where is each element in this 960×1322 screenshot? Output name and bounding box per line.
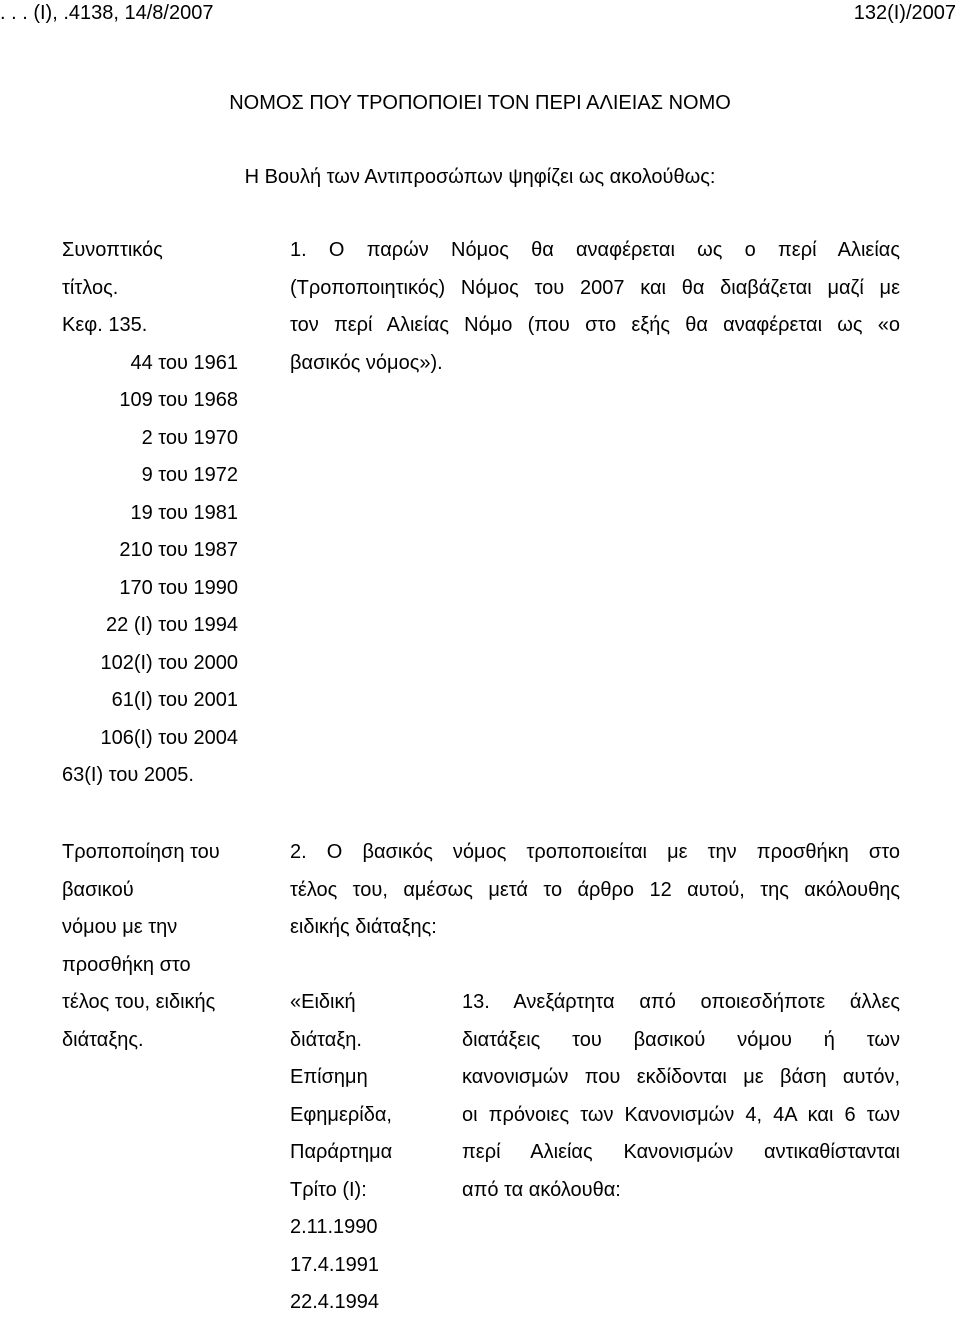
section1-margin-note xyxy=(62,232,238,795)
sub-margin-line: Τρίτο (Ι): xyxy=(290,1178,367,1201)
amending-law-ref: 170 του 1990 xyxy=(119,576,238,599)
law-number: 132(Ι)/2007 xyxy=(853,2,956,24)
section2-margin-note xyxy=(62,834,238,1059)
provision-line: διατάξεις του βασικού νόμου ή των xyxy=(462,1028,900,1051)
section1-body xyxy=(290,232,900,382)
section2-body xyxy=(290,834,900,947)
section1-line: βασικός νόμος»). xyxy=(290,351,443,374)
sub-margin-line: Εφημερίδα, xyxy=(290,1103,392,1126)
sub-margin-line: διάταξη. xyxy=(290,1028,362,1051)
special-provision-margin xyxy=(290,984,440,1322)
gazette-date: 17.4.1991 xyxy=(290,1253,379,1276)
margin-note-line: τίτλος. xyxy=(62,276,119,299)
amending-law-ref: 63(Ι) του 2005. xyxy=(62,764,194,786)
amending-law-ref: 106(Ι) του 2004 xyxy=(100,726,238,749)
margin-note-line: Τροποποίηση του xyxy=(62,841,220,863)
amending-law-ref: 2 του 1970 xyxy=(141,426,238,449)
margin-note-line: νόμου με την xyxy=(62,916,178,938)
enactment-formula: Η Βουλή των Αντιπροσώπων ψηφίζει ως ακολούθως: xyxy=(244,166,716,188)
special-provision-body xyxy=(462,984,900,1209)
provision-line: οι πρόνοιες των Κανονισμών 4, 4Α και 6 των xyxy=(462,1103,900,1126)
section1-line: 1. Ο παρών Νόμος θα αναφέρεται ως ο περί Αλιείας xyxy=(290,239,900,261)
margin-note-line: τέλος του, ειδικής xyxy=(62,991,216,1013)
section2-line: τέλος του, αμέσως μετά το άρθρο 12 αυτού, της ακόλουθης xyxy=(290,878,900,901)
margin-note-line: διάταξης. xyxy=(62,1028,144,1051)
amending-law-ref: 102(Ι) του 2000 xyxy=(100,651,238,674)
amending-law-ref: 22 (Ι) του 1994 xyxy=(106,614,238,636)
section2-line: 2. Ο βασικός νόμος τροποποιείται με την προσθήκη στο xyxy=(290,841,900,863)
provision-line: κανονισμών που εκδίδονται με βάση αυτόν, xyxy=(462,1066,900,1088)
section1-line: (Τροποποιητικός) Νόμος του 2007 και θα διαβάζεται μαζί με xyxy=(290,276,900,299)
sub-margin-line: Επίσημη xyxy=(290,1066,368,1088)
margin-note-line: Συνοπτικός xyxy=(62,239,163,261)
provision-line: 13. Ανεξάρτητα από οποιεσδήποτε άλλες xyxy=(462,991,900,1013)
margin-note-line: Κεφ. 135. xyxy=(62,314,148,336)
margin-note-line: βασικού xyxy=(62,878,134,901)
section1-line: τον περί Αλιείας Νόμο (που στο εξής θα αναφέρεται ως «ο xyxy=(290,314,900,336)
gazette-reference: . . . (Ι), .4138, 14/8/2007 xyxy=(0,2,214,24)
amending-law-ref: 61(Ι) του 2001 xyxy=(111,689,238,711)
amending-law-ref: 44 του 1961 xyxy=(130,351,238,374)
gazette-date: 2.11.1990 xyxy=(290,1216,378,1238)
amending-law-ref: 109 του 1968 xyxy=(119,389,238,411)
gazette-date: 22.4.1994 xyxy=(290,1291,379,1313)
section2-line: ειδικής διάταξης: xyxy=(290,916,437,938)
amending-law-ref: 9 του 1972 xyxy=(141,464,238,486)
amending-law-ref: 210 του 1987 xyxy=(119,539,238,561)
sub-margin-line: «Ειδική xyxy=(290,991,356,1013)
law-title: ΝΟΜΟΣ ΠΟΥ ΤΡΟΠΟΠΟΙΕΙ ΤΟΝ ΠΕΡΙ ΑΛΙΕΙΑΣ ΝΟΜΟ xyxy=(229,92,731,114)
provision-line: περί Αλιείας Κανονισμών αντικαθίστανται xyxy=(462,1141,900,1163)
margin-note-line: προσθήκη στο xyxy=(62,953,191,976)
sub-margin-line: Παράρτημα xyxy=(290,1141,393,1163)
provision-line: από τα ακόλουθα: xyxy=(462,1178,621,1201)
amending-law-ref: 19 του 1981 xyxy=(130,501,238,524)
